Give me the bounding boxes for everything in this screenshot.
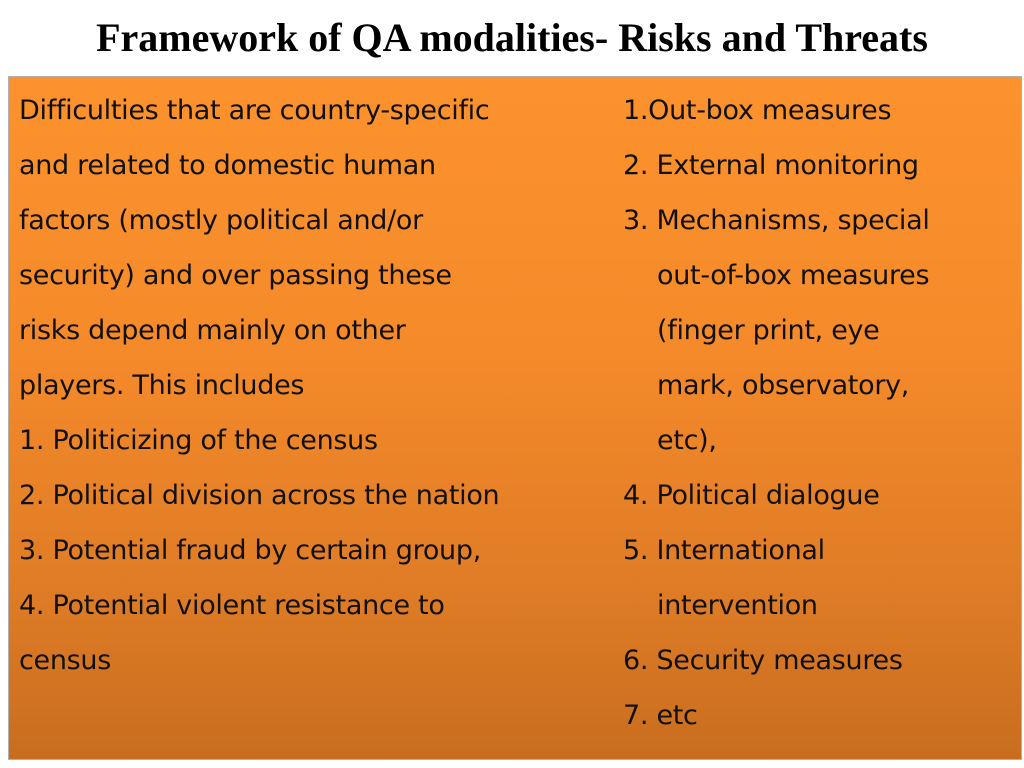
risks-line: and related to domestic human [19, 150, 436, 181]
measure-item: 1.Out-box measures [623, 95, 892, 126]
measure-item: 7. etc [623, 700, 698, 731]
measure-item: 3. Mechanisms, special [623, 205, 930, 236]
risk-item-continuation: census [19, 645, 112, 676]
risks-line: risks depend mainly on other [19, 315, 406, 346]
risks-line: factors (mostly political and/or [19, 205, 423, 236]
measure-item-continuation: (finger print, eye [657, 315, 880, 346]
risks-column [19, 83, 609, 688]
measure-item: 6. Security measures [623, 645, 903, 676]
risk-item: 1. Politicizing of the census [19, 425, 378, 456]
risks-line: security) and over passing these [19, 260, 452, 291]
measure-item: 2. External monitoring [623, 150, 919, 181]
risk-item: 2. Political division across the nation [19, 480, 500, 511]
measure-item: 5. International [623, 535, 825, 566]
measure-item-continuation: intervention [657, 590, 818, 621]
measure-item-continuation: etc), [657, 425, 717, 456]
measure-item: 4. Political dialogue [623, 480, 880, 511]
measure-item-continuation: out-of-box measures [657, 260, 930, 291]
risks-line: players. This includes [19, 370, 305, 401]
slide-title: Framework of QA modalities- Risks and Threats [96, 15, 928, 60]
measures-column [623, 83, 1015, 743]
risk-item: 4. Potential violent resistance to [19, 590, 445, 621]
content-box [8, 76, 1022, 760]
risk-item: 3. Potential fraud by certain group, [19, 535, 481, 566]
risks-line: Difficulties that are country-specific [19, 95, 490, 126]
measure-item-continuation: mark, observatory, [657, 370, 910, 401]
